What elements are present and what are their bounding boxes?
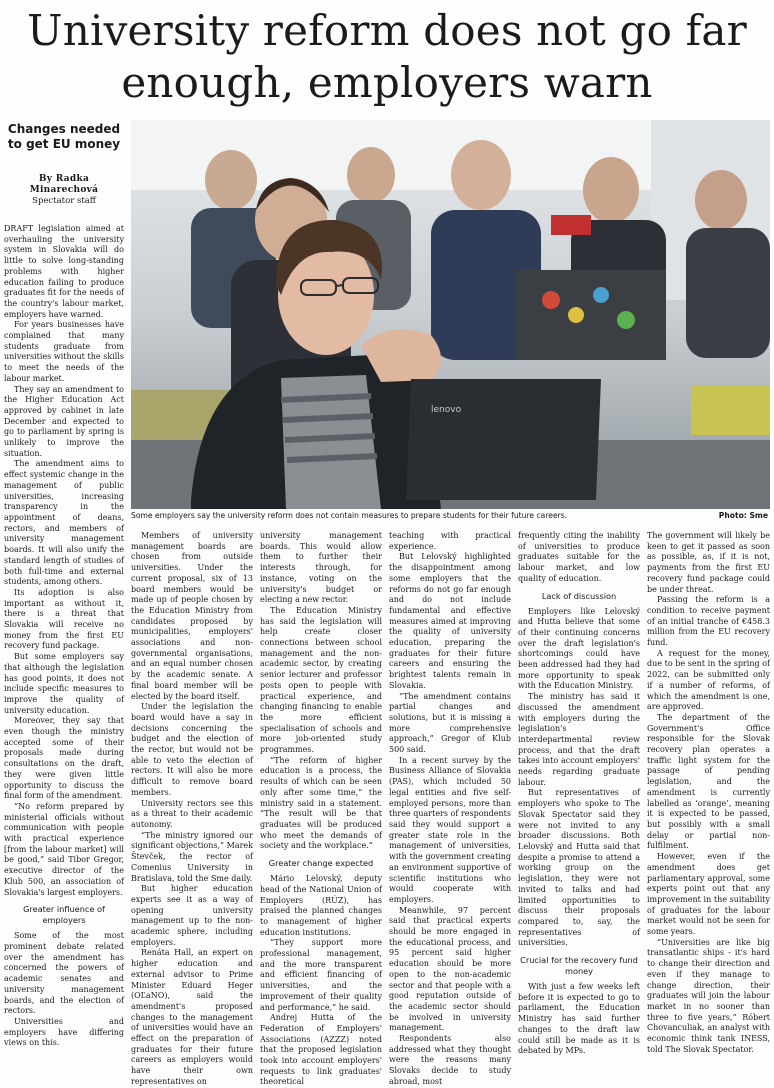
paragraph: Employers like Lelovský and Hutta believe that some of their continuing concerns over the draft legislation's shortcomings could have been addressed had they had more opportunity to speak with the Education Ministry.	[518, 606, 640, 691]
paragraph: The department of the Government's Office responsible for the Slovak recovery plan operates a traffic light system for the passage of pending legislation, and the amendment is currently labelled as ‘orange’, meaning it is expected to be passed, but possibly with a small delay or partial non-fulfilment.	[647, 712, 770, 851]
paragraph: Renáta Hall, an expert on higher education and external advisor to Prime Minister Eduard Heger (OĽaNO), said the amendment's proposed changes to the management of universities would have an effect on the preparation of graduates for their future careers as employers would have their own representatives on	[131, 948, 253, 1086]
column-3	[260, 531, 382, 1087]
caption-text: Some employers say the university reform does not contain measures to prepare students for their future careers.	[131, 511, 568, 520]
byline	[4, 174, 124, 207]
paragraph: However, even if the amendment does get parliamentary approval, some experts point out that any improvement in the suitability of graduates for the labour market would not be seen for some years.	[647, 852, 770, 937]
subheadline	[4, 122, 124, 152]
paragraph: But Lelovský highlighted the disappointment among some employers that the reforms do not go far enough and do not include fundamental and effective measures aimed at improving the quality of university education, preparing the graduates for their future careers and ensuring the brightest talents remain in Slovakia.	[389, 552, 511, 690]
paragraph: DRAFT legislation aimed at overhauling the university system in Slovakia will do little to solve long-standing problems with higher education failing to produce graduates fit for the needs of the country's labour market, employers have warned.	[4, 224, 124, 319]
section-heading: Lack of discussion	[541, 590, 617, 601]
column-5	[518, 531, 640, 1056]
paragraph: University rectors see this as a threat to their academic autonomy.	[131, 798, 253, 829]
section-heading: Crucial for the recovery fund money	[520, 955, 638, 977]
byline-by: By Radka	[38, 174, 90, 184]
paragraph: “No reform prepared by ministerial officials without communication with people with practical experience [from the labour market] will be good,” said Tibor Gregor, executive director of the Klub 500, an association of Slovakia's largest employers.	[4, 801, 124, 897]
paragraph: teaching with practical experience.	[389, 531, 511, 551]
paragraph: They say an amendment to the Higher Education Act approved by cabinet in late December and expected to go to parliament by spring is unlikely to improve the situation.	[4, 384, 124, 458]
byline-role: Spectator staff	[32, 196, 96, 206]
paragraph: The Education Ministry has said the legislation will help create closer connections between school management and the non-academic sector, by creating senior lecturer and professor posts open to people with practical experience, and changing financing to enable the more efficient specialisation of schools and more job-oriented study programmes.	[260, 605, 382, 755]
paragraph: frequently citing the inability of universities to produce graduates suitable for the labour market, and low quality of education.	[518, 531, 640, 583]
subheadline-line-2: to get EU money	[7, 137, 121, 151]
paragraph: Respondents also addressed what they thought were the reasons many Slovaks decide to study abroad, most	[389, 1034, 511, 1086]
paragraph: The ministry has said it discussed the amendment with employers during the legislation's interdepartmental review process, and that the draft takes into account employers' needs regarding graduate labour.	[518, 692, 640, 787]
paragraph: “The ministry ignored our significant objections,” Marek Števček, the rector of Comenius University in Bratislava, told the Sme daily.	[131, 830, 254, 883]
paragraph: university management boards. This would allow them to further their interests through, for instance, voting on the university's budget or electing a new rector.	[260, 531, 382, 605]
photo-caption	[131, 510, 770, 522]
paragraph: “The amendment contains partial changes and solutions, but it is missing a more comprehensive approach,” Gregor of Klub 500 said.	[389, 691, 511, 755]
paragraph: The amendment aims to effect systemic change in the management of public universities, increasing transparency in the appointment of deans, rectors, and members of university management boards. It will also unify the standard length of studies of both full-time and external students, among others.	[4, 459, 124, 587]
paragraph: Mário Lelovský, deputy head of the National Union of Employers (RÚZ), has praised the planned changes to management of higher education institutions.	[260, 874, 382, 937]
article-photo	[131, 120, 770, 509]
photo-credit: Photo: Sme	[718, 511, 768, 520]
headline	[0, 0, 774, 118]
paragraph: For years businesses have complained that many students graduate from universities without the skills to meet the needs of the labour market.	[4, 320, 124, 383]
paragraph: Under the legislation the board would have a say in decisions concerning the budget and the election of the rector, but would not be able to veto the election of rectors. It will also be more difficult to remove board members.	[131, 702, 253, 797]
column-4	[389, 531, 511, 1086]
paragraph: With just a few weeks left before it is expected to go to parliament, the Education Ministry has said further changes to the draft law could still be made as it is debated by MPs.	[518, 982, 640, 1056]
paragraph: But some employers say that although the legislation has good points, it does not include specific measures to improve the quality of university education.	[4, 652, 124, 715]
paragraph: Some of the most prominent debate related over the amendment has concerned the powers of academic senates and university management boards, and the election of rectors.	[4, 931, 124, 1016]
section-heading: Greater influence of employers	[23, 904, 105, 926]
column-6	[647, 531, 770, 1054]
paragraph: Andrej Hutta of the Federation of Employers' Associations (AZZZ) noted that the proposed legislation took into account employers' requests to link graduates' theoretical	[260, 1013, 382, 1087]
paragraph: A request for the money, due to be sent in the spring of 2022, can be submitted only if a number of reforms, of which the amendment is one, are approved.	[647, 648, 770, 712]
paragraph: Members of university management boards are chosen from outside universities. Under the current proposal, six of 13 board members would be made up of people chosen by the Education Ministry from candidates proposed by municipalities, employers' associations and non-governmental organisations, and an equal number chosen by the academic senate. A final board member will be elected by the board itself.	[131, 531, 253, 701]
paragraph: “The reform of higher education is a process, the results of which can be seen only after some time,” the ministry said in a statement. “The result will be that graduates will be produced who meet the demands of society and the workplace.”	[260, 755, 382, 851]
section-heading: Greater change expected	[268, 858, 374, 869]
paragraph: But higher education experts see it as a way of opening university management up to the non-academic sphere, including employers.	[131, 884, 253, 947]
paragraph: In a recent survey by the Business Alliance of Slovakia (PAS), which included 50 legal entities and five self-employed persons, more than three quarters of respondents said they would support a greater state role in the management of universities, with the government creating an environment supportive of scientific institutions who would cooperate with employers.	[389, 755, 511, 904]
paragraph: Its adoption is also important as without it, there is a threat that Slovakia will receive no money from the first EU recovery fund package.	[4, 587, 124, 651]
paragraph: Passing the reform is a condition to receive payment of an initial tranche of €458.3 million from the EU recovery fund.	[647, 595, 770, 648]
paragraph: Moreover, they say that even though the ministry accepted some of their proposals made during consultations on the draft, they were given little opportunity to discuss the final form of the amendment.	[4, 716, 124, 801]
column-1	[4, 224, 124, 1048]
laptop-brand: lenovo	[431, 405, 462, 415]
headline-line-1: University reform does not go far	[27, 6, 747, 55]
paragraph: Universities and employers have differing views on this.	[4, 1016, 124, 1048]
paragraph: “They support more professional management, and the more transparent and efficient financing of universities, and the improvement of their quality and performance,” he said.	[260, 938, 382, 1012]
subheadline-line-1: Changes needed	[7, 122, 121, 136]
paragraph: The government will likely be keen to get it passed as soon as possible, as, if it is not, payments from the first EU recovery fund package could be under threat.	[647, 531, 770, 594]
column-2	[131, 531, 254, 1086]
paragraph: Meanwhile, 97 percent said that practical experts should be more engaged in the educational process, and 95 percent said higher education should be more open to the non-academic sector and that people with a good reputation outside of the academic sector should be involved in university management.	[389, 905, 511, 1033]
paragraph: But representatives of employers who spoke to The Slovak Spectator said they were not invited to any broader discussions. Both Lelovský and Hutta said that despite a promise to attend a working group on the legislation, they were not invited to talks and had limited opportunities to discuss their proposals compared to, say, the representatives of universities.	[518, 788, 640, 948]
paragraph: “Universities are like big transatlantic ships - it's hard to change their direction and even if they manage to change direction, their graduates will join the labour market in no sooner than three to five years,” Róbert Chovanculiak, an analyst with economic think tank INESS, told The Slovak Spectator.	[647, 937, 770, 1054]
headline-line-2: enough, employers warn	[121, 58, 653, 107]
byline-author: Minarechová	[29, 185, 99, 195]
